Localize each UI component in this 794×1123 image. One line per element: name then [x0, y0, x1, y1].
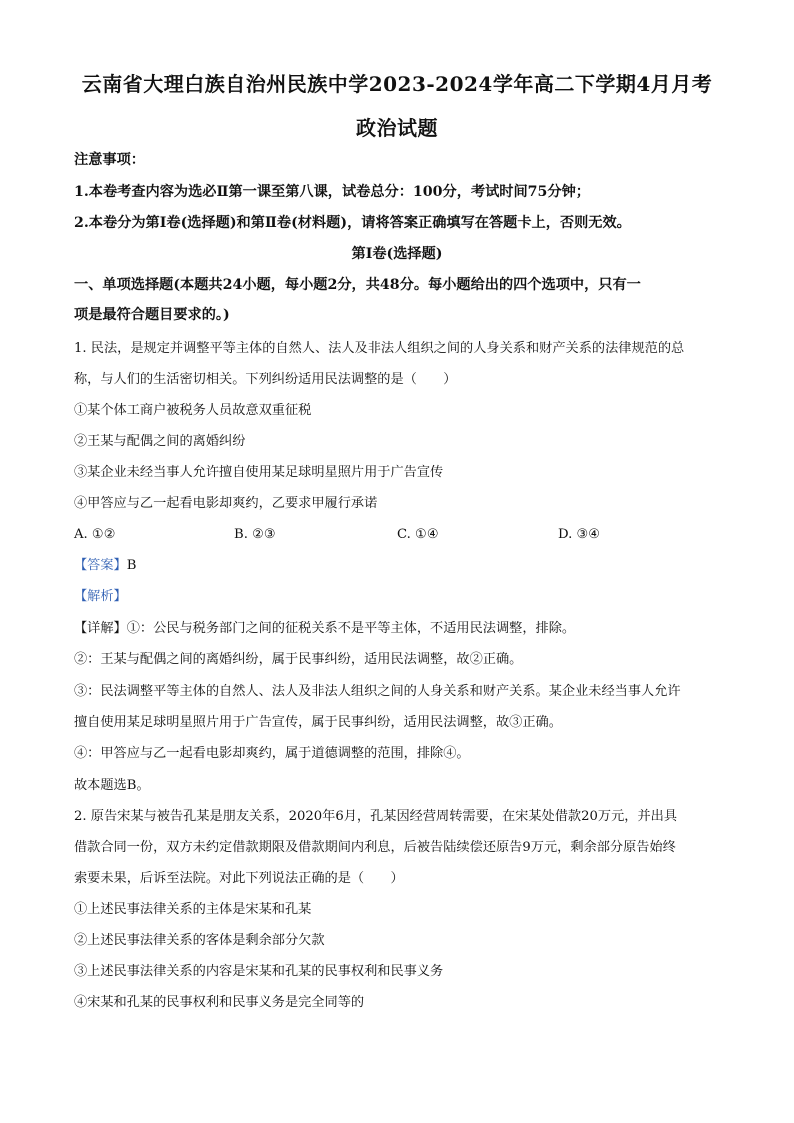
q1-statement-2: ②王某与配偶之间的离婚纠纷: [74, 434, 246, 449]
q1-answer: [74, 556, 724, 576]
notice-item-2: 2.本卷分为第Ⅰ卷(选择题)和第Ⅱ卷(材料题)，请将答案正确填写在答题卡上，否则无效。: [74, 215, 631, 231]
q1-detail-4: ④：甲答应与乙一起看电影却爽约，属于道德调整的范围，排除④。: [74, 746, 470, 761]
q1-conclusion: 故本题选B。: [74, 778, 150, 793]
notice-heading: 注意事项：: [74, 152, 145, 168]
answer-tag: 【答案】: [74, 558, 127, 573]
q1-option-c: C. ①④: [397, 527, 439, 542]
q1-option-a: A. ①②: [74, 527, 116, 542]
q1-detail-2: ②：王某与配偶之间的离婚纠纷，属于民事纠纷，适用民法调整，故②正确。: [74, 652, 523, 667]
q2-stem: 2. 原告宋某与被告孔某是朋友关系，2020年6月，孔某因经营周转需要，在宋某处借款20万元，并出具: [74, 809, 678, 824]
exam-subject: 政治试题: [356, 116, 438, 140]
q2-statement-4: ④宋某和孔某的民事权利和民事义务是完全同等的: [74, 995, 365, 1010]
q1-detail-3-cont: 擅自使用某足球明星照片用于广告宣传，属于民事纠纷，适用民法调整，故③正确。: [74, 715, 562, 730]
detail-text-1: ①：公民与税务部门之间的征税关系不是平等主体，不适用民法调整，排除。: [126, 621, 576, 636]
q1-statement-4: ④甲答应与乙一起看电影却爽约，乙要求甲履行承诺: [74, 496, 378, 511]
q1-statement-3: ③某企业未经当事人允许擅自使用某足球明星照片用于广告宣传: [74, 465, 444, 480]
q2-statement-2: ②上述民事法律关系的客体是剩余部分欠款: [74, 933, 325, 948]
q2-stem-cont-1: 借款合同一份，双方未约定借款期限及借款期间内利息，后被告陆续偿还原告9万元，剩余部分原告始终: [74, 840, 676, 855]
section-heading-cont: 项是最符合题目要求的。): [74, 307, 230, 323]
notice-item-1: 1.本卷考查内容为选必Ⅱ第一课至第八课，试卷总分：100分，考试时间75分钟；: [74, 184, 590, 200]
q1-statement-1: ①某个体工商户被税务人员故意双重征税: [74, 403, 312, 418]
analysis-tag: 【解析】: [74, 589, 127, 604]
section-heading: 一、单项选择题(本题共24小题，每小题2分，共48分。每小题给出的四个选项中，只有一: [74, 277, 641, 293]
exam-title: 云南省大理白族自治州民族中学2023-2024学年高二下学期4月月考: [81, 72, 713, 96]
q1-stem-cont: 称，与人们的生活密切相关。下列纠纷适用民法调整的是（ ）: [74, 372, 457, 387]
q1-option-b: B. ②③: [234, 527, 276, 542]
q1-stem: 1. 民法，是规定并调整平等主体的自然人、法人及非法人组织之间的人身关系和财产关系的法律规范的总: [74, 341, 685, 356]
q1-option-d: D. ③④: [558, 527, 601, 542]
q2-statement-1: ①上述民事法律关系的主体是宋某和孔某: [74, 902, 312, 917]
answer-value: B: [126, 558, 137, 573]
part1-title: 第Ⅰ卷(选择题): [351, 246, 443, 262]
detail-tag: 【详解】: [74, 621, 127, 636]
q2-statement-3: ③上述民事法律关系的内容是宋某和孔某的民事权利和民事义务: [74, 964, 444, 979]
q2-stem-cont-2: 索要未果，后诉至法院。对此下列说法正确的是（ ）: [74, 871, 404, 886]
q1-detail-3: ③：民法调整平等主体的自然人、法人及非法人组织之间的人身关系和财产关系。某企业未经当事人允许: [74, 684, 681, 699]
q1-analysis: [74, 587, 724, 607]
q1-detail-1: [74, 619, 724, 639]
